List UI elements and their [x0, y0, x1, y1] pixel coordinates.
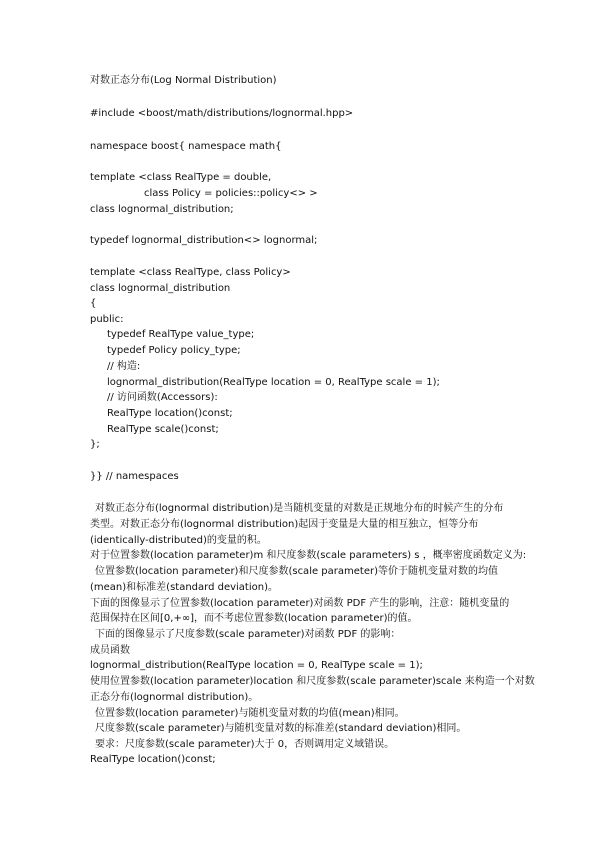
para5-line1: 下面的图像显示了尺度参数(scale parameter)对函数 PDF 的影响：	[95, 629, 401, 640]
para1-line2: 类型。对数正态分布(lognormal distribution)起因于变量是大量的相互独立，恒等分布	[90, 519, 479, 530]
typedef-line: typedef lognormal_distribution<> lognormal;	[90, 235, 318, 246]
para1-line1: 对数正态分布(lognormal distribution)是当随机变量的对数是正规地分布的时候产生的分布	[95, 503, 504, 514]
members-heading: 成员函数	[90, 645, 130, 656]
template2-line2: class lognormal_distribution	[90, 283, 231, 294]
comment-construct: // 构造:	[107, 361, 141, 372]
para6-line1: 使用位置参数(location parameter)location 和尺度参数(scale parameter)scale 来构造一个对数	[90, 676, 535, 687]
document-title: 对数正态分布(Log Normal Distribution)	[90, 75, 277, 86]
para2-line1: 对于位置参数(location parameter)m 和尺度参数(scale parameters) s ，概率密度函数定义为:	[90, 550, 527, 561]
para7-line1: 位置参数(location parameter)与随机变量对数的均值(mean)相同。	[95, 708, 405, 719]
member-constructor: lognormal_distribution(RealType location = 0, RealType scale = 1);	[90, 660, 423, 671]
include-line: #include <boost/math/distributions/lognormal.hpp>	[90, 108, 354, 119]
brace-open: {	[90, 298, 97, 309]
para4-line2: 范围保持在区间[0,+∞]，而不考虑位置参数(location parameter)的值。	[90, 613, 418, 624]
para1-line3: (identically-distributed)的变量的积。	[90, 535, 267, 546]
public-label: public:	[90, 314, 124, 325]
para9-line1: 要求：尺度参数(scale parameter)大于 0，否则调用定义域错误。	[95, 739, 395, 750]
template1-line2: class Policy = policies::policy<> >	[144, 188, 318, 199]
para4-line1: 下面的图像显示了位置参数(location parameter)对函数 PDF 产生的影响，注意：随机变量的	[90, 598, 510, 609]
para6-line2: 正态分布(lognormal distribution)。	[90, 692, 259, 703]
typedef-policy-type: typedef Policy policy_type;	[107, 345, 241, 356]
comment-accessors: // 访问函数(Accessors):	[107, 392, 218, 403]
template1-line1: template <class RealType = double,	[90, 172, 272, 183]
namespace-open: namespace boost{ namespace math{	[90, 141, 282, 152]
template2-line1: template <class RealType, class Policy>	[90, 267, 291, 278]
namespace-close: }} // namespaces	[90, 471, 179, 482]
location-decl: RealType location()const;	[107, 408, 233, 419]
typedef-value-type: typedef RealType value_type;	[107, 329, 255, 340]
para3-line2: (mean)和标准差(standard deviation)。	[90, 582, 278, 593]
member-location: RealType location()const;	[90, 754, 216, 765]
para8-line1: 尺度参数(scale parameter)与随机变量对数的标准差(standard deviation)相同。	[95, 723, 467, 734]
brace-close: };	[90, 439, 100, 450]
para3-line1: 位置参数(location parameter)和尺度参数(scale parameter)等价于随机变量对数的均值	[95, 566, 498, 577]
constructor-decl: lognormal_distribution(RealType location = 0, RealType scale = 1);	[107, 377, 440, 388]
template1-line3: class lognormal_distribution;	[90, 204, 234, 215]
scale-decl: RealType scale()const;	[107, 424, 219, 435]
